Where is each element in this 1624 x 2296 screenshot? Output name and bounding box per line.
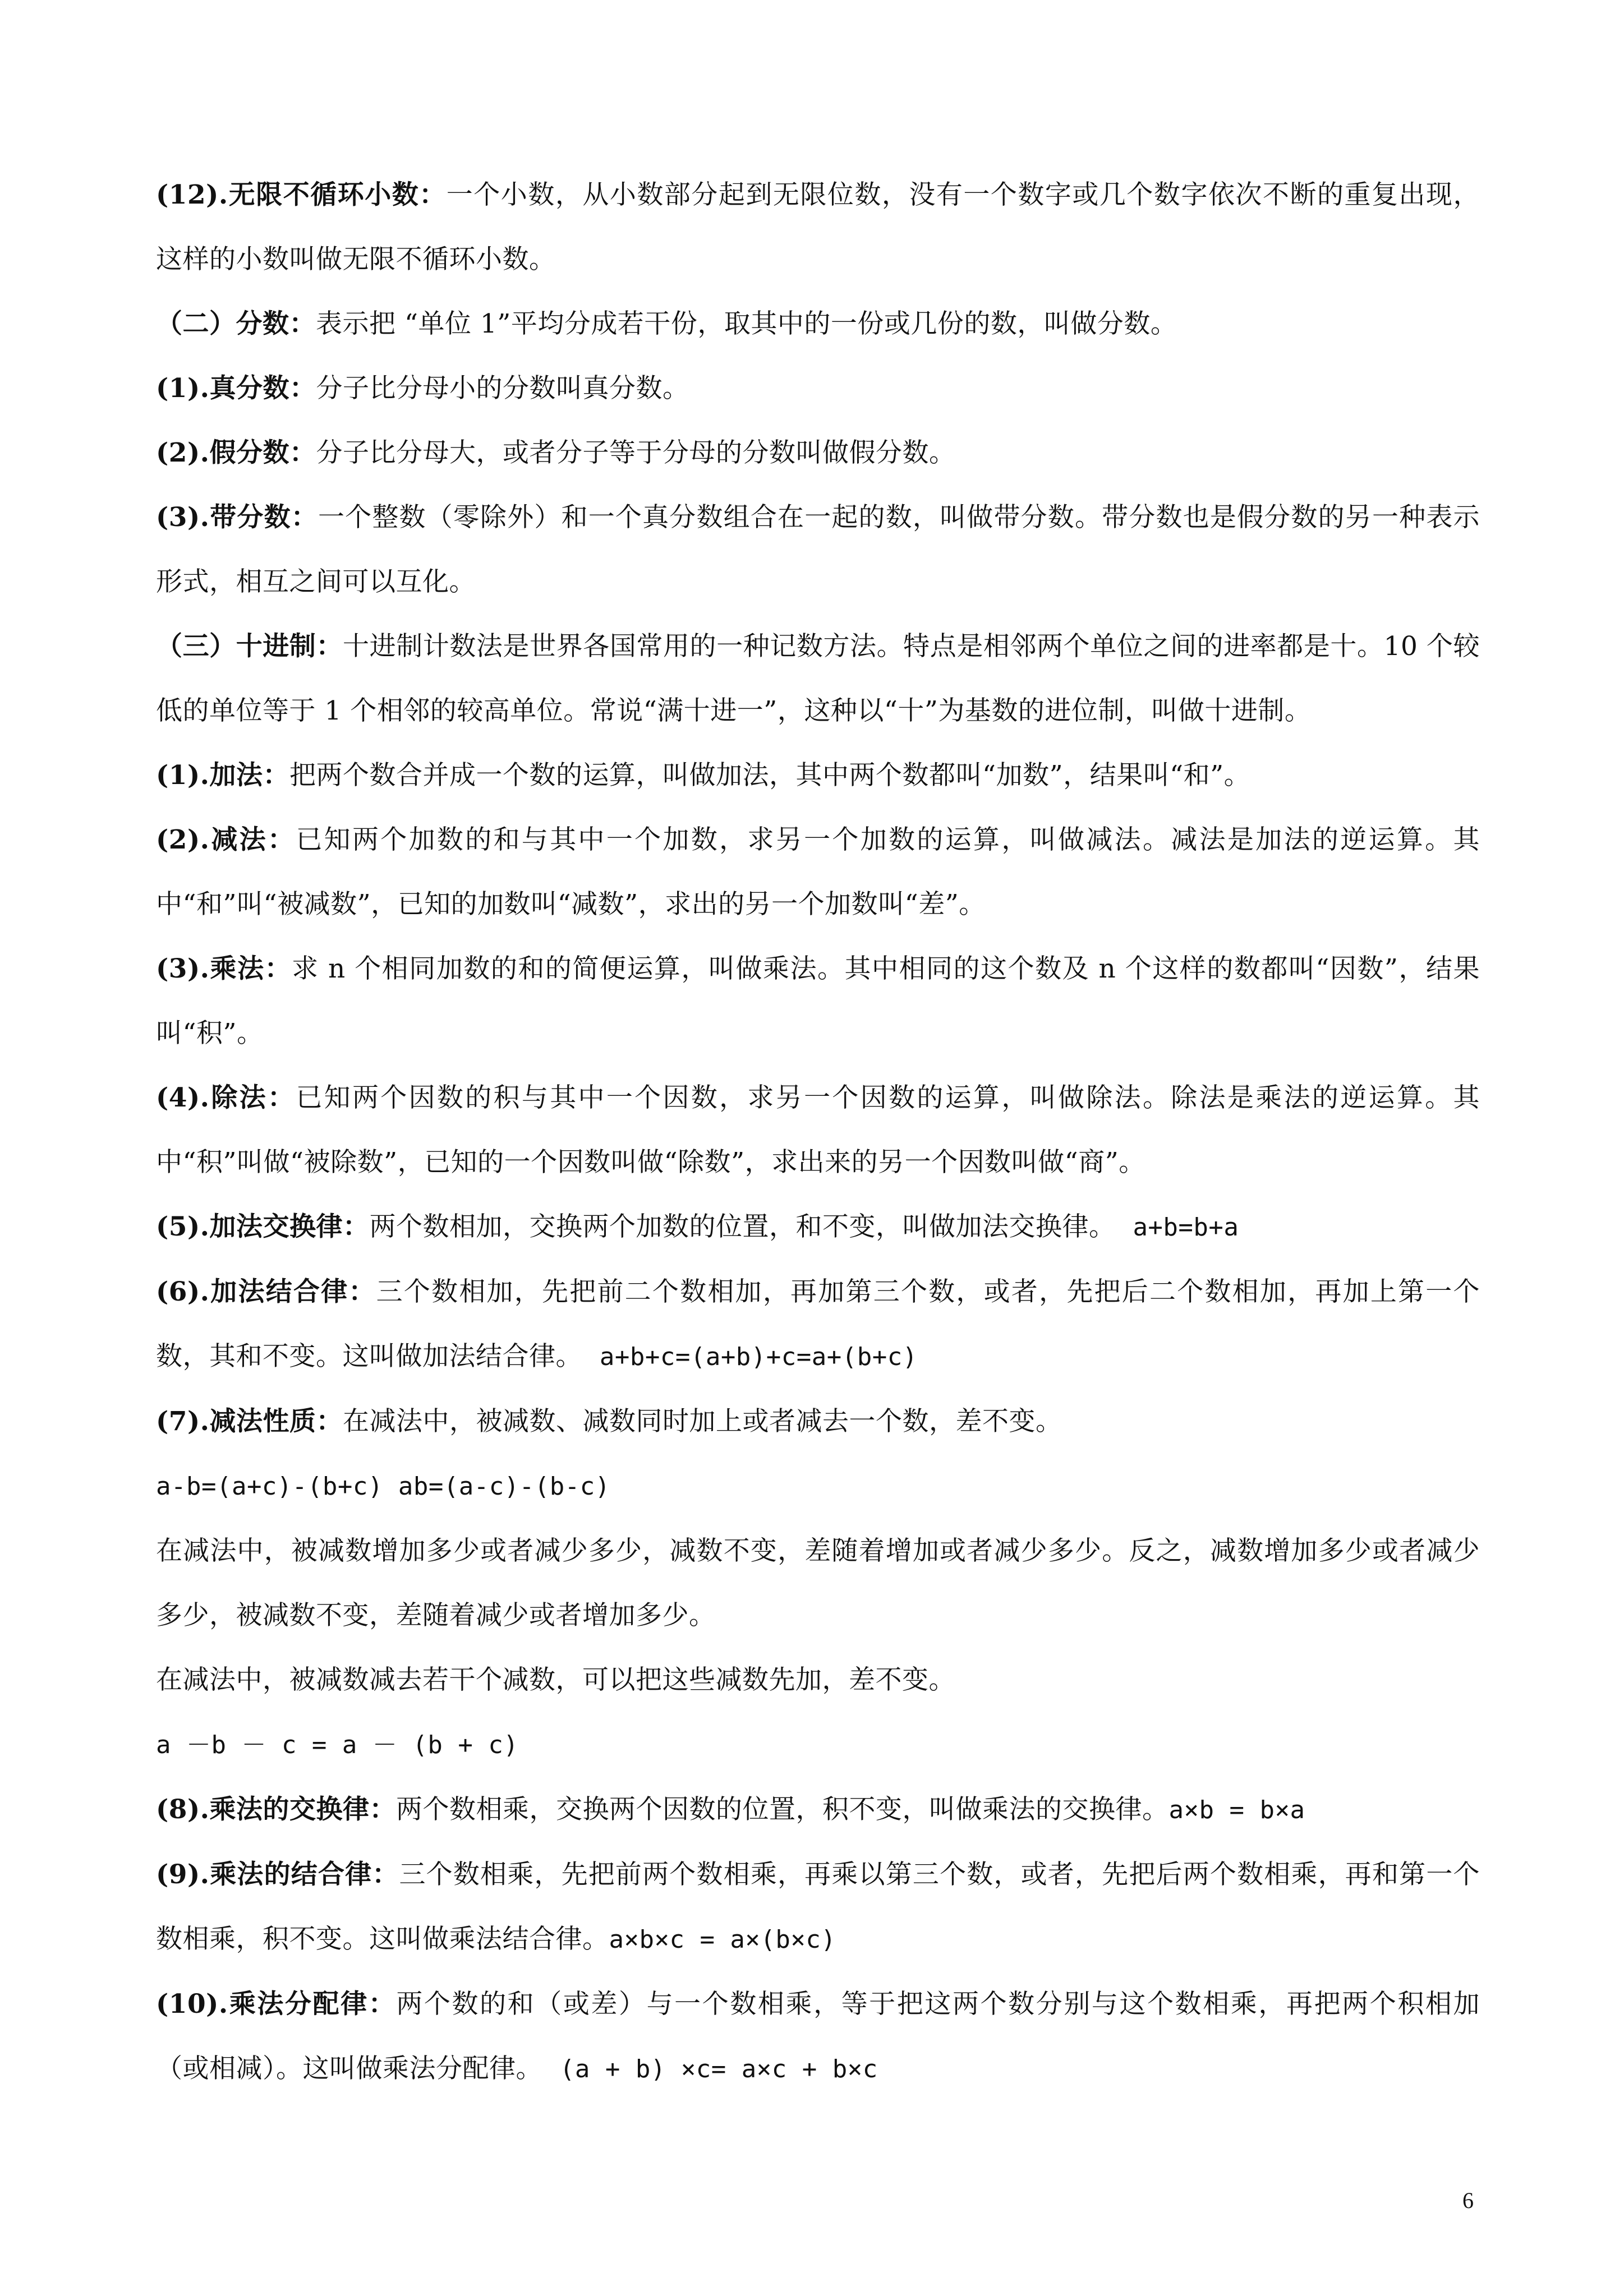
formula: a×b = b×a <box>1168 1796 1305 1824</box>
definition-text: 十进制计数法是世界各国常用的一种记数方法。特点是相邻两个单位之间的进率都是十。10 个较低的单位等于 1 个相邻的较高单位。常说“满十进一”，这种以“十”为基数的进位制，叫做十进制。 <box>156 631 1480 726</box>
paragraph-commutative-multiplication <box>156 1777 1480 1842</box>
term-label: （二）分数： <box>156 308 316 339</box>
term-label: (2).假分数： <box>156 437 316 468</box>
term-label: (10).乘法分配律： <box>156 1989 397 2020</box>
paragraph-associative-multiplication <box>156 1842 1480 1972</box>
paragraph-subtraction-formula-1 <box>156 1454 1480 1519</box>
definition-text: 三个数相加，先把前二个数相加，再加第三个数，或者，先把后二个数相加，再加上第一个数，其和不变。这叫做加法结合律。 <box>156 1276 1480 1372</box>
definition-text: 一个整数（零除外）和一个真分数组合在一起的数，叫做带分数。带分数也是假分数的另一种表示形式，相互之间可以互化。 <box>156 502 1480 597</box>
definition-text: 求 n 个相同加数的和的简便运算，叫做乘法。其中相同的这个数及 n 个这样的数都叫“因数”，结果叫“积”。 <box>156 953 1480 1049</box>
paragraph-decimal-system <box>156 614 1480 743</box>
body-text: 在减法中，被减数减去若干个减数，可以把这些减数先加，差不变。 <box>156 1665 955 1695</box>
term-label: (6).加法结合律： <box>156 1276 376 1307</box>
definition-text: 一个小数，从小数部分起到无限位数，没有一个数字或几个数字依次不断的重复出现，这样的小数叫做无限不循环小数。 <box>156 179 1480 275</box>
formula: a+b=b+a <box>1133 1213 1239 1242</box>
paragraph-associative-addition <box>156 1260 1480 1389</box>
term-label: (8).乘法的交换律： <box>156 1794 397 1825</box>
paragraph-mixed-number <box>156 485 1480 614</box>
term-label: (1).加法： <box>156 760 290 791</box>
definition-text: 已知两个因数的积与其中一个因数，求另一个因数的运算，叫做除法。除法是乘法的逆运算。其中“积”叫做“被除数”，已知的一个因数叫做“除数”，求出来的另一个因数叫做“商”。 <box>156 1082 1480 1178</box>
definition-text: 两个数相加，交换两个加数的位置，和不变，叫做加法交换律。 <box>369 1211 1116 1242</box>
term-label: (3).带分数： <box>156 502 318 533</box>
definition-text: 分子比分母小的分数叫真分数。 <box>316 373 689 404</box>
term-label: (5).加法交换律： <box>156 1211 370 1242</box>
paragraph-infinite-nonrepeating-decimal <box>156 163 1480 292</box>
formula: a×b×c = a×(b×c) <box>609 1925 836 1954</box>
paragraph-multiplication <box>156 937 1480 1066</box>
paragraph-subtraction-note-1 <box>156 1519 1480 1648</box>
term-label: (1).真分数： <box>156 373 316 404</box>
term-label: （三）十进制： <box>156 631 343 662</box>
definition-text: 分子比分母大，或者分子等于分母的分数叫做假分数。 <box>316 437 956 468</box>
definition-text: 两个数的和（或差）与一个数相乘，等于把这两个数分别与这个数相乘，再把两个积相加（或相减）。这叫做乘法分配律。 <box>156 1989 1480 2084</box>
definition-text: 表示把 “单位 1”平均分成若干份，取其中的一份或几份的数，叫做分数。 <box>316 308 1177 339</box>
term-label: (4).除法： <box>156 1082 296 1113</box>
definition-text: 已知两个加数的和与其中一个加数，求另一个加数的运算，叫做减法。减法是加法的逆运算。其中“和”叫“被减数”，已知的加数叫“减数”，求出的另一个加数叫“差”。 <box>156 824 1480 920</box>
definition-text: 在减法中，被减数、减数同时加上或者减去一个数，差不变。 <box>343 1406 1062 1437</box>
term-label: (9).乘法的结合律： <box>156 1859 399 1890</box>
paragraph-subtraction <box>156 808 1480 937</box>
paragraph-subtraction-note-2 <box>156 1648 1480 1712</box>
page-number: 6 <box>1462 2188 1474 2213</box>
paragraph-proper-fraction <box>156 356 1480 421</box>
page-content <box>156 163 1480 2101</box>
term-label: (7).减法性质： <box>156 1406 343 1437</box>
paragraph-distributive-multiplication <box>156 1972 1480 2101</box>
formula: (a + b) ×c= a×c + b×c <box>559 2055 878 2083</box>
term-label: (2).减法： <box>156 824 296 855</box>
paragraph-subtraction-formula-2 <box>156 1712 1480 1777</box>
paragraph-improper-fraction <box>156 421 1480 485</box>
definition-text: 把两个数合并成一个数的运算，叫做加法，其中两个数都叫“加数”，结果叫“和”。 <box>289 760 1251 791</box>
paragraph-division <box>156 1066 1480 1195</box>
formula: a+b+c=(a+b)+c=a+(b+c) <box>599 1343 918 1371</box>
term-label: (12).无限不循环小数： <box>156 179 447 210</box>
definition-text: 三个数相乘，先把前两个数相乘，再乘以第三个数，或者，先把后两个数相乘，再和第一个数相乘，积不变。这叫做乘法结合律。 <box>156 1859 1480 1954</box>
paragraph-subtraction-property <box>156 1389 1480 1454</box>
body-text: 在减法中，被减数增加多少或者减少多少，减数不变，差随着增加或者减少多少。反之，减数增加多少或者减少多少，被减数不变，差随着减少或者增加多少。 <box>156 1536 1480 1631</box>
term-label: (3).乘法： <box>156 953 292 984</box>
paragraph-addition <box>156 743 1480 808</box>
formula: a-b=(a+c)-(b+c) ab=(a-c)-(b-c) <box>156 1472 610 1501</box>
formula: a －b － c = a － (b + c) <box>156 1731 519 1759</box>
paragraph-commutative-addition <box>156 1195 1480 1260</box>
paragraph-fraction <box>156 292 1480 356</box>
definition-text: 两个数相乘，交换两个因数的位置，积不变，叫做乘法的交换律。 <box>396 1794 1169 1825</box>
